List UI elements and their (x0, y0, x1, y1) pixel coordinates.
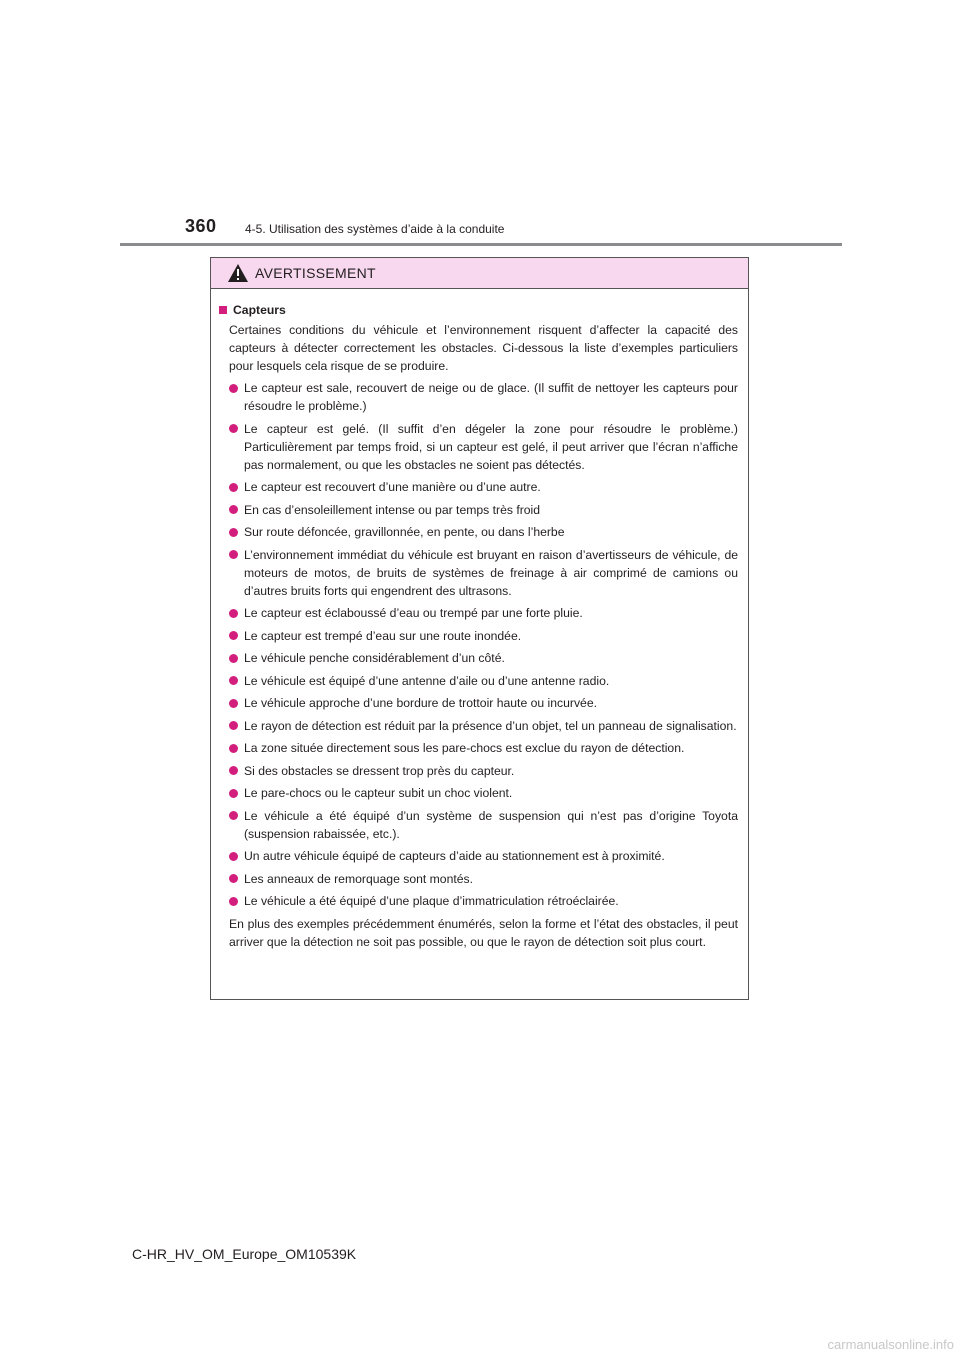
intro-paragraph: Certaines conditions du véhicule et l’environnement risquent d’affecter la capacité des capteurs à détecter correctement les obstacles. Ci-dessous la liste d’exemples particuliers pour lesquels cela risque de se produire. (229, 323, 738, 373)
round-bullet-icon (229, 721, 238, 730)
round-bullet-icon (229, 384, 238, 393)
list-item (229, 604, 738, 622)
list-item-text: Le capteur est éclaboussé d’eau ou trempé par une forte pluie. (244, 606, 583, 620)
round-bullet-icon (229, 528, 238, 537)
list-item-text: Le véhicule est équipé d’une antenne d’aile ou d’une antenne radio. (244, 673, 610, 688)
round-bullet-icon (229, 676, 238, 685)
list-item (229, 649, 738, 667)
closing-paragraph: En plus des exemples précédemment énumérés, selon la forme et l’état des obstacles, il peut arriver que la détection ne soit pas possible, ou que le rayon de détection soit plus court. (229, 916, 738, 949)
list-item (229, 892, 738, 910)
bullet-list (219, 379, 742, 910)
list-item (229, 739, 738, 757)
round-bullet-icon (229, 424, 238, 433)
list-item-text: Le capteur est sale, recouvert de neige ou de glace. (Il suffit de nettoyer les capteurs pour résoudre le problème.) (244, 381, 738, 413)
round-bullet-icon (229, 897, 238, 906)
round-bullet-icon (229, 789, 238, 798)
topic-heading (219, 301, 742, 319)
list-item-text: Le capteur est recouvert d’une manière ou d’une autre. (244, 480, 541, 494)
list-item-text: Si des obstacles se dressent trop près du capteur. (244, 763, 515, 778)
page-number: 360 (185, 216, 217, 236)
list-item (229, 523, 738, 541)
list-item (229, 501, 738, 519)
round-bullet-icon (229, 874, 238, 883)
watermark: carmanualsonline.info (827, 1337, 954, 1352)
list-item-text: Le véhicule a été équipé d’une plaque d’immatriculation rétroéclairée. (244, 894, 619, 908)
list-item-text: Sur route défoncée, gravillonnée, en pente, ou dans l’herbe (244, 525, 565, 539)
header-divider (120, 243, 842, 246)
list-item (229, 672, 738, 690)
list-item-text: Le rayon de détection est réduit par la présence d’un objet, tel un panneau de signalisation. (244, 718, 737, 733)
warning-header (211, 258, 748, 289)
round-bullet-icon (229, 852, 238, 861)
warning-body (211, 289, 748, 951)
list-item (229, 546, 738, 600)
list-item-text: Les anneaux de remorquage sont montés. (244, 871, 474, 886)
list-item-text: En cas d’ensoleillement intense ou par temps très froid (244, 502, 541, 517)
round-bullet-icon (229, 699, 238, 708)
square-bullet-icon (219, 306, 227, 314)
list-item (229, 847, 738, 865)
round-bullet-icon (229, 505, 238, 514)
round-bullet-icon (229, 811, 238, 820)
round-bullet-icon (229, 631, 238, 640)
round-bullet-icon (229, 550, 238, 559)
list-item-text: Le véhicule a été équipé d’un système de suspension qui n’est pas d’origine Toyota (suspension rabaissée, etc.). (244, 808, 738, 841)
warning-title: AVERTISSEMENT (255, 265, 376, 281)
list-item-text: Un autre véhicule équipé de capteurs d’aide au stationnement est à proximité. (244, 849, 665, 863)
round-bullet-icon (229, 766, 238, 775)
list-item (229, 870, 738, 888)
list-item-text: L’environnement immédiat du véhicule est bruyant en raison d’avertisseurs de véhicule, de moteurs de motos, de bruits de systèmes de freinage à air comprimé de camions ou d’autres bruits forts qui engendrent des ultrasons. (244, 547, 738, 598)
document-code: C-HR_HV_OM_Europe_OM10539K (132, 1246, 357, 1262)
list-item (229, 762, 738, 780)
list-item (229, 420, 738, 474)
list-item-text: Le pare-chocs ou le capteur subit un choc violent. (244, 786, 513, 800)
list-item (229, 717, 738, 735)
list-item (229, 807, 738, 843)
warning-box (210, 257, 749, 1000)
topic-label: Capteurs (233, 303, 286, 317)
list-item-text: La zone située directement sous les pare-chocs est exclue du rayon de détection. (244, 741, 685, 755)
section-title: 4-5. Utilisation des systèmes d’aide à la conduite (245, 222, 505, 236)
list-item (229, 478, 738, 496)
list-item-text: Le capteur est gelé. (Il suffit d’en dégeler la zone pour résoudre le problème.) Particulièrement par temps froid, si un capteur est gelé, il peut arriver que l’écran n’affiche pas normalement, ou que les obstacles ne soient pas détectés. (244, 421, 738, 472)
round-bullet-icon (229, 654, 238, 663)
list-item (229, 694, 738, 712)
round-bullet-icon (229, 483, 238, 492)
list-item (229, 379, 738, 415)
round-bullet-icon (229, 744, 238, 753)
list-item-text: Le véhicule penche considérablement d’un côté. (244, 651, 505, 665)
warning-triangle-icon (227, 263, 249, 283)
list-item (229, 627, 738, 645)
list-item-text: Le capteur est trempé d’eau sur une route inondée. (244, 628, 522, 643)
list-item-text: Le véhicule approche d’une bordure de trottoir haute ou incurvée. (244, 696, 597, 710)
round-bullet-icon (229, 609, 238, 618)
list-item (229, 784, 738, 802)
